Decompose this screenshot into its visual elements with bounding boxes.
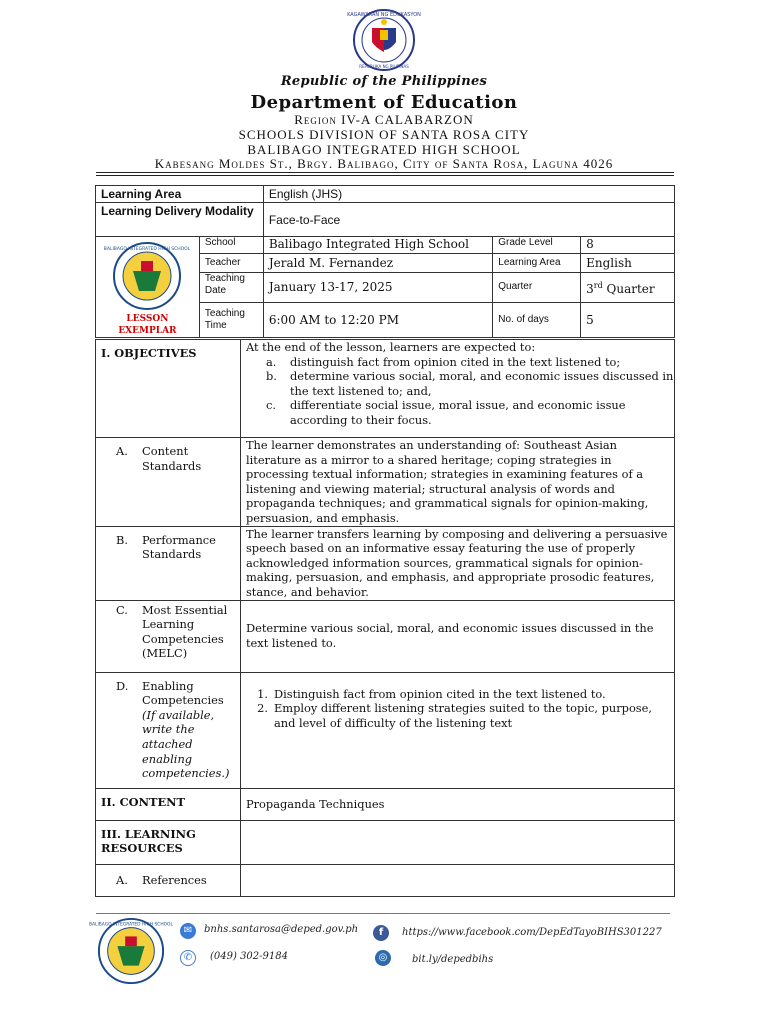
quarter-suffix: rd [593,280,603,290]
teaching-time-value: 6:00 AM to 12:20 PM [263,303,492,338]
performance-standards-label-cell [96,526,241,600]
enabling-mark: D. [116,678,129,693]
lesson-plan-table [95,339,675,897]
content-standards-label-cell [96,438,241,527]
days-value: 5 [581,303,675,338]
objective-mark: c. [265,398,276,413]
content-standards-label: Content Standards [142,444,202,473]
teacher-value: Jerald M. Fernandez [263,254,492,272]
objective-text: differentiate social issue, moral issue, and economic issue according to their focus. [289,398,626,427]
melc-mark: C. [116,602,128,617]
objective-text: distinguish fact from opinion cited in the text listened to; [289,354,621,369]
phone-icon: ✆ [180,950,196,966]
melc-label: Most Essential Learning Competencies (MELC) [142,602,228,661]
facebook-icon: f [373,925,389,941]
enabling-item-mark: 2. [257,701,268,716]
resources-cell [240,820,674,864]
learning-area-label-2: Learning Area [493,254,581,272]
lesson-exemplar-label: LESSON EXEMPLAR [118,314,177,336]
email-icon: ✉ [180,923,196,939]
references-label: References [142,872,207,887]
enabling-note: (If available, write the attached enabling competencies.) [142,707,230,781]
performance-standards-text: The learner transfers learning by composing and delivering a persuasive speech based on an informative essay featuring the use of properly acknowledged information sources, grammatical signals for opinion-making, persuasion, and emphasis, and appropriate prosodic features, stance, and behavior. [240,526,674,600]
footer-logo-text: BALIBAGO INTEGRATED HIGH SCHOOL [89,922,173,928]
resources-title: III. LEARNING RESOURCES [101,826,196,856]
objective-item [246,369,674,398]
objective-mark: b. [265,369,277,384]
region-line: Region IV-A CALABARZON [294,112,474,127]
school-value: Balibago Integrated High School [263,237,492,254]
school-logo [104,241,191,311]
delivery-modality-value: Face-to-Face [263,203,674,237]
learning-area-label: Learning Area [96,186,264,203]
content-title: II. CONTENT [96,788,241,820]
learning-area-value: English (JHS) [263,186,674,203]
objective-item [246,398,674,427]
enabling-cell [240,672,674,788]
objectives-intro: At the end of the lesson, learners are expected to: [245,340,536,354]
teacher-label: Teacher [199,254,263,272]
melc-text: Determine various social, moral, and economic issues discussed in the text listened to. [240,600,674,672]
objective-item [246,355,674,370]
seal-text-top: KAGAWARAN NG EDUKASYON [347,12,421,18]
content-standards-mark: A. [116,444,128,458]
school-line: BALIBAGO INTEGRATED HIGH SCHOOL [247,142,521,157]
melc-label-cell [96,600,241,672]
enabling-item-text: Employ different listening strategies suited to the topic, purpose, and level of difficulty of the listening text [273,701,653,730]
objective-mark: a. [265,354,277,369]
footer-school-logo [89,916,173,986]
enabling-item-text: Distinguish fact from opinion cited in the text listened to. [273,686,606,701]
enabling-item [246,701,674,730]
web-icon: ◎ [375,950,391,966]
content-standards-text: The learner demonstrates an understanding of: Southeast Asian literature as a mirror to a shared heritage; coping strategies in processing textual information; strategies in examining features of a listening and viewing material; structural analysis of words and propaganda techniques; and grammatical signals for opinion-making, persuasion, and emphasis. [240,438,674,527]
objectives-cell [240,340,674,438]
references-mark: A. [116,872,128,887]
delivery-modality-label: Learning Delivery Modality [96,203,264,237]
header-rule-2 [96,175,674,176]
republic-heading: Republic of the Philippines [280,74,488,89]
department-heading: Department of Education [250,92,518,113]
footer-rule [96,913,670,914]
footer-website[interactable]: bit.ly/depedbihs [412,954,494,965]
address-line: Kabesang Moldes St., Brgy. Balibago, City of Santa Rosa, Laguna 4026 [154,156,614,171]
seal-text-bottom: REPUBLIKA NG PILIPINAS [359,64,409,69]
days-label: No. of days [493,303,581,338]
performance-standards-mark: B. [116,532,128,547]
references-cell [240,864,674,896]
quarter-number: 3 [586,281,594,296]
content-text: Propaganda Techniques [240,788,674,820]
quarter-word: Quarter [602,281,655,296]
resources-title-cell [96,820,241,864]
lesson-info-table [95,185,675,338]
lesson-exemplar-cell [96,237,200,338]
enabling-item-mark: 1. [257,686,268,701]
references-label-cell [96,864,241,896]
footer-phone: (049) 302-9184 [210,951,288,962]
performance-standards-label: Performance Standards [142,532,216,562]
footer-facebook[interactable]: https://www.facebook.com/DepEdTayoBIHS301227 [402,927,662,938]
header-rule [96,172,674,173]
logo-text: BALIBAGO INTEGRATED HIGH SCHOOL [104,247,191,252]
footer-email[interactable]: bnhs.santarosa@deped.gov.ph [204,924,359,935]
deped-seal-logo [347,8,421,72]
quarter-value [581,272,675,303]
enabling-label-cell [96,672,241,788]
teaching-date-value: January 13-17, 2025 [263,272,492,303]
enabling-item [246,687,674,702]
quarter-label: Quarter [493,272,581,303]
enabling-label: Enabling Competencies [142,678,224,708]
teaching-date-label: Teaching Date [199,272,263,303]
objectives-title: I. OBJECTIVES [96,340,241,438]
school-label: School [199,237,263,254]
division-line: SCHOOLS DIVISION OF SANTA ROSA CITY [238,127,530,142]
objective-text: determine various social, moral, and economic issues discussed in the text listened to; and, [289,369,674,398]
teaching-time-label: Teaching Time [199,303,263,338]
learning-area-value-2: English [581,254,675,272]
grade-level-label: Grade Level [493,237,581,254]
grade-level-value: 8 [581,237,675,254]
